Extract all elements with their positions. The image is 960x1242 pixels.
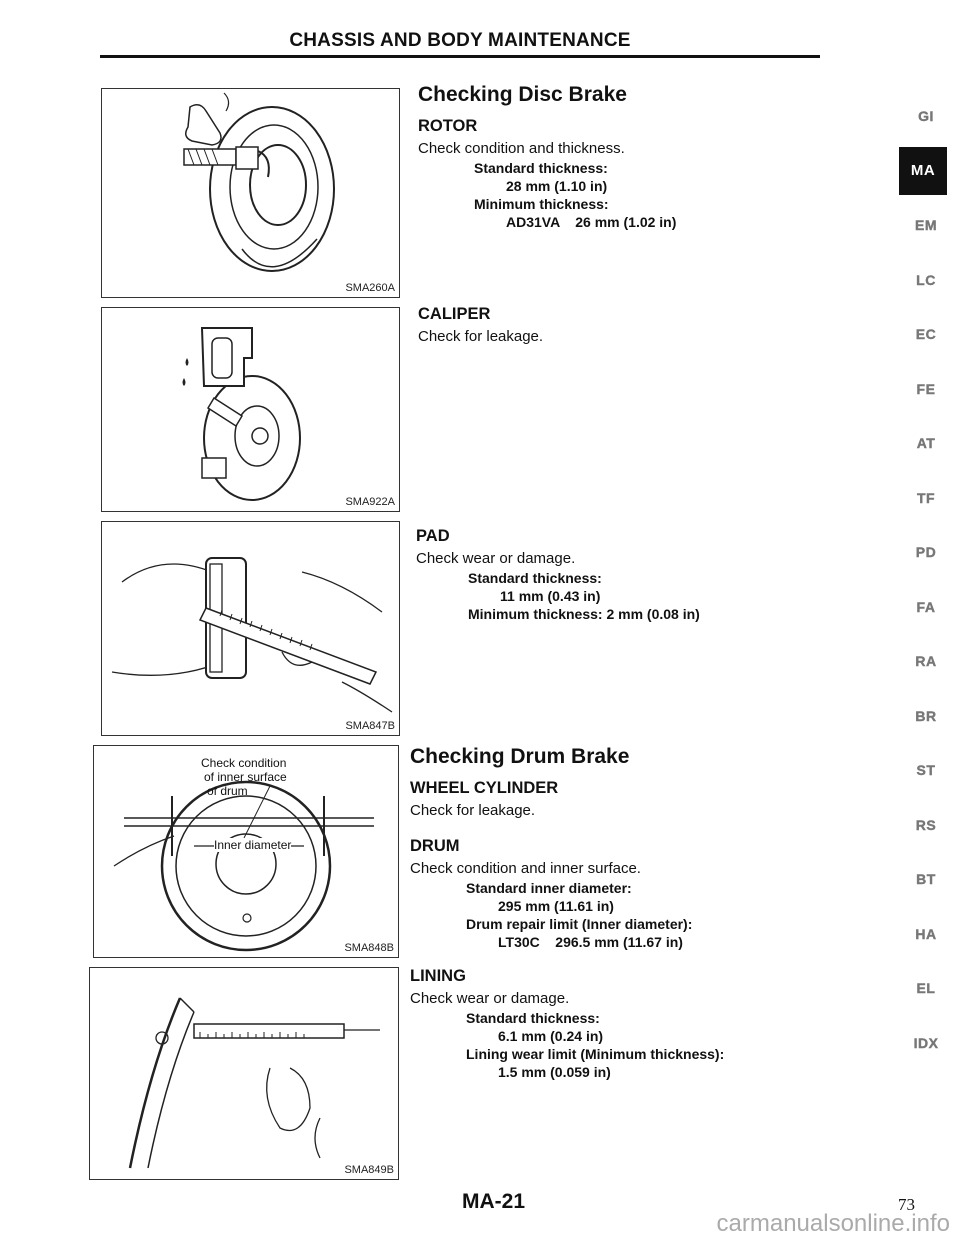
section-tab-rs[interactable]: RS	[915, 816, 937, 833]
section-tab-st[interactable]: ST	[916, 762, 936, 778]
rotor-body: Check condition and thickness.	[418, 140, 625, 157]
lining-heading: LINING	[410, 967, 466, 985]
drum-spec-1: Standard inner diameter:	[466, 880, 632, 896]
figure-code: SMA849B	[344, 1164, 394, 1176]
lining-spec-3: Lining wear limit (Minimum thickness):	[466, 1046, 725, 1062]
lining-spec-2: 6.1 mm (0.24 in)	[498, 1028, 604, 1044]
figure-code: SMA848B	[344, 942, 394, 954]
page-number: 73	[898, 1195, 915, 1214]
rotor-illustration	[102, 89, 398, 295]
rotor-heading: ROTOR	[418, 117, 478, 135]
pad-body: Check wear or damage.	[416, 550, 576, 567]
rotor-spec-4: AD31VA 26 mm (1.02 in)	[506, 214, 677, 230]
label-check-condition-1: Check condition	[201, 756, 287, 770]
section-tab-pd[interactable]: PD	[915, 544, 937, 560]
figure-lining	[89, 967, 399, 1180]
drum-body: Check condition and inner surface.	[410, 860, 641, 877]
section-tab-idx[interactable]: IDX	[913, 1034, 939, 1051]
label-check-condition-3: of drum	[207, 784, 248, 798]
figure-rotor	[101, 88, 400, 298]
pad-spec-1: Standard thickness:	[468, 570, 602, 586]
section-lining	[410, 967, 890, 1081]
section-tab-ha[interactable]: HA	[915, 925, 937, 942]
drum-spec-4: LT30C 296.5 mm (11.67 in)	[498, 934, 683, 950]
figure-drum	[93, 745, 399, 958]
section-tab-el[interactable]: EL	[916, 980, 936, 996]
section-tab-ma[interactable]: MA	[899, 147, 947, 195]
rotor-spec-1: Standard thickness:	[474, 160, 608, 176]
section-tab-em[interactable]: EM	[915, 217, 937, 233]
pad-illustration	[102, 522, 398, 733]
section-tab-tf[interactable]: TF	[916, 489, 936, 506]
drum-heading: DRUM	[410, 837, 460, 855]
section-tab-gi[interactable]: GI	[918, 108, 934, 124]
watermark: carmanualsonline.info	[716, 1210, 950, 1237]
section-pad	[416, 527, 886, 623]
figure-pad	[101, 521, 400, 736]
header-rule	[100, 55, 820, 58]
rotor-spec-2: 28 mm (1.10 in)	[506, 178, 608, 194]
lining-illustration	[90, 968, 397, 1177]
pad-spec-2: 11 mm (0.43 in)	[500, 588, 601, 604]
page-header-title: CHASSIS AND BODY MAINTENANCE	[289, 30, 631, 51]
section-drum-brake	[410, 745, 890, 951]
lining-spec-1: Standard thickness:	[466, 1010, 600, 1026]
figure-code: SMA260A	[345, 282, 395, 294]
label-check-condition-2: of inner surface	[204, 770, 287, 784]
drum-brake-title: Checking Drum Brake	[410, 745, 630, 768]
section-tab-br[interactable]: BR	[915, 707, 937, 724]
section-disc-brake	[418, 83, 888, 231]
figure-caliper	[101, 307, 400, 512]
section-tab-lc[interactable]: LC	[916, 271, 936, 288]
section-tab-ec[interactable]: EC	[915, 326, 937, 342]
section-tab-fe[interactable]: FE	[916, 380, 936, 397]
section-tab-bt[interactable]: BT	[916, 871, 936, 887]
page-code: MA-21	[462, 1190, 526, 1213]
figure-code: SMA847B	[345, 720, 395, 732]
section-caliper	[418, 305, 888, 347]
rotor-spec-3: Minimum thickness:	[474, 196, 609, 212]
disc-brake-title: Checking Disc Brake	[418, 83, 627, 106]
pad-spec-3: Minimum thickness: 2 mm (0.08 in)	[468, 606, 700, 622]
figure-code: SMA922A	[345, 496, 395, 508]
label-inner-diameter: Inner diameter	[214, 838, 292, 852]
section-tab-at[interactable]: AT	[916, 435, 936, 451]
lining-spec-4: 1.5 mm (0.059 in)	[498, 1064, 611, 1080]
section-tab-ra[interactable]: RA	[915, 653, 937, 669]
drum-spec-3: Drum repair limit (Inner diameter):	[466, 916, 693, 932]
section-tab-fa[interactable]: FA	[916, 598, 936, 615]
drum-spec-2: 295 mm (11.61 in)	[498, 898, 614, 914]
wheel-cylinder-body: Check for leakage.	[410, 802, 536, 819]
wheel-cylinder-heading: WHEEL CYLINDER	[410, 779, 559, 797]
caliper-illustration	[102, 308, 398, 509]
caliper-body: Check for leakage.	[418, 328, 544, 345]
lining-body: Check wear or damage.	[410, 990, 570, 1007]
pad-heading: PAD	[416, 527, 450, 545]
caliper-heading: CALIPER	[418, 305, 491, 323]
